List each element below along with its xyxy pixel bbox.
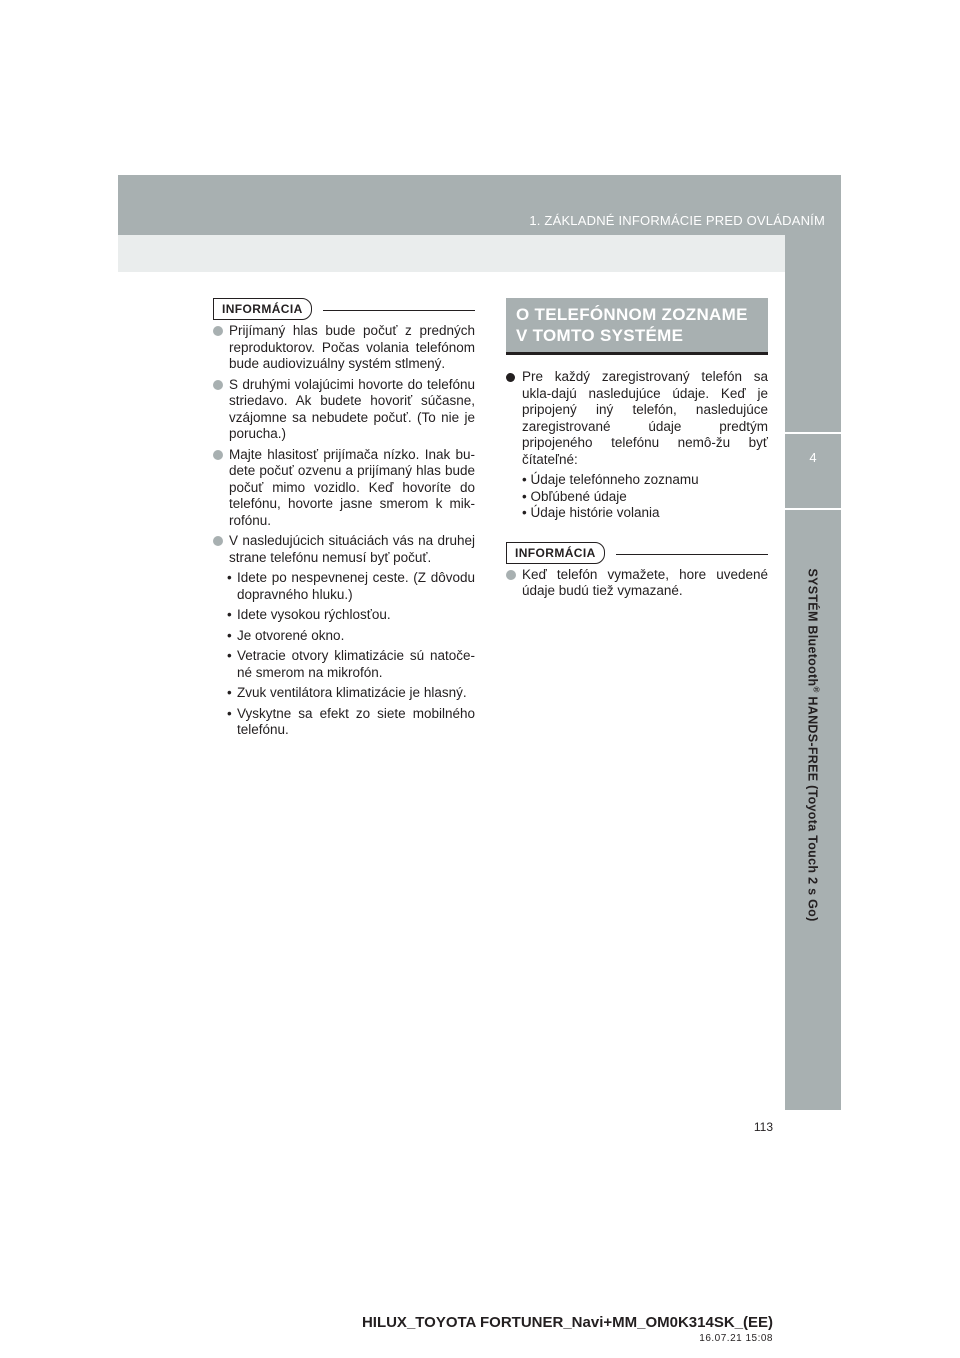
list-item: Pre každý zaregistrovaný telefón sa ukla-dajú nasledujúce údaje. Keď je pripojený iný telefón, nasledujúce zaregistrované údaje predtým pripojeného telefónu nemô-žu byť čítateľné: — [506, 369, 768, 468]
bullet-dot — [506, 570, 516, 580]
left-column — [213, 298, 475, 743]
list-item: S druhými volajúcimi hovorte do telefónu striedavo. Ak budete hovoriť súčasne, vzájomne sa nebudete počuť. (To nie je porucha.) — [213, 377, 475, 443]
document-code: HILUX_TOYOTA FORTUNER_Navi+MM_OM0K314SK_(EE) — [361, 1314, 773, 1331]
header-sub-band — [118, 235, 841, 272]
list-item: Majte hlasitosť prijímača nízko. Inak bu-dete počuť ozvenu a prijímaný hlas bude počuť mimo vozidlo. Keď hovoríte do telefónu, hovorte jasne smerom k mik-rofónu. — [213, 447, 475, 530]
sub-list-item: • Idete po nespevnenej ceste. (Z dôvodu dopravného hluku.) — [227, 570, 475, 602]
section-heading-line-1: O TELEFÓNNOM ZOZNAME — [516, 305, 748, 324]
document-date: 16.07.21 15:08 — [699, 1333, 773, 1344]
list-item: Prijímaný hlas bude počuť z predných reproduktorov. Počas volania telefónom bude audiovizuálny systém stlmený. — [213, 323, 475, 373]
page-number: 113 — [753, 1120, 773, 1134]
bullet-dot — [213, 450, 223, 460]
list-item: Keď telefón vymažete, hore uvedené údaje budú tiež vymazané. — [506, 567, 768, 600]
chapter-label-rest: HANDS-FREE (Toyota Touch 2 s Go) — [805, 692, 820, 922]
bullet-dot — [213, 536, 223, 546]
section-title: 1. ZÁKLADNÉ INFORMÁCIE PRED OVLÁDANÍM — [529, 213, 825, 228]
chapter-label — [805, 568, 820, 921]
info-block — [506, 542, 768, 564]
info-block — [213, 298, 475, 320]
sub-list-item: • Idete vysokou rýchlosťou. — [227, 607, 391, 622]
registered-mark: ® — [811, 686, 821, 693]
chapter-number-box — [785, 432, 841, 510]
info-badge: INFORMÁCIA — [213, 298, 312, 320]
bullet-dot — [213, 380, 223, 390]
chapter-label-main: SYSTÉM Bluetooth — [805, 568, 820, 687]
sub-list-item: • Vetracie otvory klimatizácie sú natoče-né smerom na mikrofón. — [227, 648, 475, 680]
section-heading-line-2: V TOMTO SYSTÉME — [516, 326, 684, 345]
sub-list-item: • Zvuk ventilátora klimatizácie je hlasný. — [227, 685, 467, 700]
info-badge: INFORMÁCIA — [506, 542, 605, 564]
list-item: V nasledujúcich situáciách vás na druhej strane telefónu nemusí byť počuť. — [213, 533, 475, 566]
chapter-number: 4 — [809, 450, 817, 465]
data-list-item: • Obľúbené údaje — [522, 488, 627, 504]
section-heading — [506, 298, 768, 355]
bullet-dot — [213, 326, 223, 336]
right-column — [506, 298, 768, 604]
bullet-dot — [506, 373, 515, 382]
data-list-item: • Údaje telefónneho zoznamu — [522, 472, 699, 487]
sub-list-item: • Je otvorené okno. — [227, 627, 345, 643]
sub-list-item: • Vyskytne sa efekt zo siete mobilného telefónu. — [227, 705, 475, 737]
data-list-item: • Údaje histórie volania — [522, 505, 660, 520]
